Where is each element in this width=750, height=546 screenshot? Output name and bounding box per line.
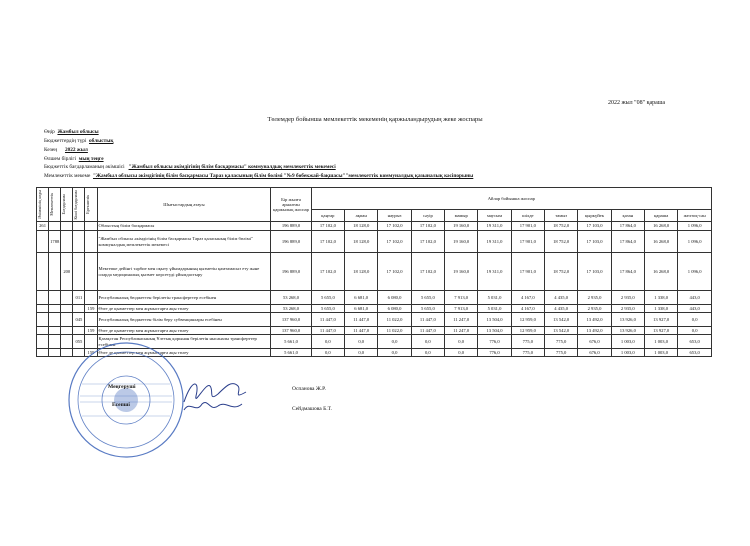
month-value-cell: 19 311,0 [478,253,511,291]
month-value-cell: 18 752,0 [545,222,578,231]
code-cell [85,291,97,305]
month-value-cell: 11 447,0 [311,313,344,327]
code-cell [73,231,85,253]
month-value-cell: 0,0 [411,335,444,349]
expense-name-cell: Республикалық бюджеттен берілетін трансферттер есебінен [97,291,271,305]
meta-unit: Өлшем бірлігі мың теңге [44,156,104,162]
month-value-cell: 17 901,0 [511,231,544,253]
month-value-cell: 13 927,0 [644,313,677,327]
month-value-cell: 4 167,0 [511,291,544,305]
month-value-cell: 1 003,0 [644,335,677,349]
annual-value-cell: 53 268,0 [271,291,311,305]
code-cell [61,231,73,253]
code-cell [49,222,61,231]
month-value-cell: 2 935,0 [578,305,611,313]
code-cell: 055 [73,335,85,349]
month-value-cell: 1 338,0 [644,291,677,305]
month-header: тамыз [545,210,578,222]
code-cell [37,335,49,349]
month-value-cell: 17 102,0 [378,231,411,253]
code-cell [61,222,73,231]
expense-name-cell: Республикалық бюджеттен білім беру субвенциялары есебінен [97,313,271,327]
table-row [37,291,712,305]
annual-value-cell: 5 661,0 [271,349,311,357]
month-value-cell: 16 268,0 [644,231,677,253]
month-value-cell: 17 864,0 [611,231,644,253]
month-value-cell: 776,0 [478,349,511,357]
expense-name-cell: Облыстың білім басқармасы [97,222,271,231]
month-header: шілде [511,210,544,222]
month-value-cell: 19 311,0 [478,222,511,231]
month-value-cell: 13 927,0 [644,327,677,335]
month-value-cell: 0,0 [678,313,712,327]
code-cell [37,327,49,335]
month-value-cell: 17 102,0 [378,253,411,291]
code-cell [73,253,85,291]
month-value-cell: 2 935,0 [611,291,644,305]
month-value-cell: 11 447,0 [345,313,378,327]
month-header: ақпан [345,210,378,222]
month-value-cell: 17 901,0 [511,253,544,291]
month-value-cell: 676,0 [578,335,611,349]
month-value-cell: 676,0 [578,349,611,357]
month-value-cell: 775,0 [545,335,578,349]
month-value-cell: 1 003,0 [611,335,644,349]
month-value-cell: 19 160,0 [445,253,478,291]
month-value-cell: 0,0 [311,349,344,357]
month-value-cell: 13 492,0 [578,313,611,327]
month-value-cell: 12 959,0 [511,313,544,327]
table-row [37,253,712,291]
month-header: маусым [478,210,511,222]
month-value-cell: 5 031,0 [478,305,511,313]
month-value-cell: 17 102,0 [311,253,344,291]
month-value-cell: 1 096,0 [678,253,712,291]
month-header: наурыз [378,210,411,222]
code-cell: 261 [37,222,49,231]
table-body [37,222,712,357]
month-value-cell: 1 003,0 [644,349,677,357]
code-cell: 159 [85,349,97,357]
official-stamp [66,340,186,460]
code-cell [37,349,49,357]
month-value-cell: 17 102,0 [311,231,344,253]
code-cell [49,305,61,313]
month-value-cell: 13 504,0 [478,327,511,335]
month-value-cell: 18 128,0 [345,231,378,253]
month-value-cell: 4 167,0 [511,305,544,313]
code-cell [85,313,97,327]
code-cell [49,291,61,305]
code-cell: 159 [85,305,97,313]
month-value-cell: 17 864,0 [611,222,644,231]
month-value-cell: 5 655,0 [311,291,344,305]
col-annual-plan: Бір жылға арналған қаржылық жоспар [271,188,311,222]
month-value-cell: 17 103,0 [578,231,611,253]
table-row [37,222,712,231]
code-cell [85,231,97,253]
head-label: Меңгеруші [108,384,136,390]
month-value-cell: 18 128,0 [345,253,378,291]
month-value-cell: 4 435,0 [545,291,578,305]
month-value-cell: 1 096,0 [678,222,712,231]
month-value-cell: 17 864,0 [611,253,644,291]
month-value-cell: 11 022,0 [378,327,411,335]
financing-plan-table [36,187,712,357]
month-value-cell: 16 268,0 [644,253,677,291]
month-value-cell: 0,0 [345,335,378,349]
month-value-cell: 18 752,0 [545,231,578,253]
annual-value-cell: 196 889,0 [271,222,311,231]
month-value-cell: 0,0 [378,335,411,349]
meta-administrator: Бюджеттік бағдарламаның әкімшісі "Жамбыл облысы әкімдігінің білім басқармасы" коммуналдық мемлекеттік мекемесі [44,164,336,170]
month-value-cell: 0,0 [345,349,378,357]
table-row [37,327,712,335]
month-value-cell: 11 447,0 [345,327,378,335]
expense-name-cell: Өзге де қызметтер мен жұмыстарға ақы төлеу [97,327,271,335]
month-value-cell: 5 655,0 [311,305,344,313]
annual-value-cell: 137 960,0 [271,313,311,327]
month-value-cell: 1 338,0 [644,305,677,313]
month-header: қазан [611,210,644,222]
code-cell: 045 [73,313,85,327]
month-value-cell: 19 311,0 [478,231,511,253]
month-value-cell: 4 435,0 [545,305,578,313]
expense-name-cell: Мектепке дейінгі тәрбие мен оқыту ұйымдарының қызметін қамтамасыз ету және оларда медициналық қызмет көрсетуді ұйымдастыру [97,253,271,291]
month-value-cell: 17 102,0 [378,222,411,231]
month-value-cell: 775,0 [511,335,544,349]
accountant-name: Сейдмашова Б.Т. [292,406,332,412]
month-value-cell: 0,0 [378,349,411,357]
month-value-cell: 12 959,0 [511,327,544,335]
code-cell [73,327,85,335]
monthly-plan-header: Айлар бойынша жоспар [311,188,711,210]
month-value-cell: 0,0 [445,335,478,349]
code-cell [61,291,73,305]
month-value-cell: 13 926,0 [611,313,644,327]
annual-value-cell: 5 661,0 [271,335,311,349]
month-value-cell: 17 103,0 [578,253,611,291]
code-cell [37,305,49,313]
month-value-cell: 0,0 [411,349,444,357]
month-value-cell: 13 542,0 [545,327,578,335]
code-cell [73,222,85,231]
month-value-cell: 19 160,0 [445,231,478,253]
month-value-cell: 11 447,0 [411,313,444,327]
month-value-cell: 11 247,0 [445,327,478,335]
month-value-cell: 13 926,0 [611,327,644,335]
meta-period: Кезең 2022 жыл [44,147,88,153]
month-value-cell: 5 655,0 [411,305,444,313]
month-value-cell: 18 752,0 [545,253,578,291]
code-cell [37,253,49,291]
month-value-cell: 17 102,0 [411,253,444,291]
document-date: 2022 жыл "08" қараша [608,100,666,106]
accountant-signature [180,396,250,418]
code-cell [85,253,97,291]
expense-name-cell: "Жамбыл облысы әкімдігінің білім басқармасы Тараз қаласының білім бөлімі" коммуналдық мемлекеттік мекемесі [97,231,271,253]
accountant-label: Есепші [112,402,130,408]
code-cell: 1788 [49,231,61,253]
month-header: қараша [644,210,677,222]
code-cell [49,349,61,357]
annual-value-cell: 137 960,0 [271,327,311,335]
month-header: қаңтар [311,210,344,222]
meta-institution: Мемлекеттік мекеме "Жамбыл облысы әкімдігінің білім басқармасы Тараз қаласының білім бөлімі "№9 бөбекжай-бақшасы""мемлекеттік коммуналдық қазыналық кәсіпорыны [44,173,474,179]
month-value-cell: 443,0 [678,305,712,313]
code-cell [49,327,61,335]
code-cell [61,313,73,327]
month-value-cell: 776,0 [478,335,511,349]
month-value-cell: 653,0 [678,335,712,349]
col-program: Бағдарлама [61,188,73,222]
month-value-cell: 5 655,0 [411,291,444,305]
annual-value-cell: 53 268,0 [271,305,311,313]
col-expense-name: Шығыстардың атауы [97,188,271,222]
code-cell: 159 [85,327,97,335]
month-value-cell: 0,0 [311,335,344,349]
meta-region: Өңір Жамбыл облысы [44,129,99,135]
meta-budget-type: Бюджеттердің түрі облыстық [44,138,114,144]
code-cell [49,335,61,349]
month-value-cell: 17 103,0 [578,222,611,231]
table-row [37,313,712,327]
code-cell [61,327,73,335]
month-value-cell: 653,0 [678,349,712,357]
month-value-cell: 0,0 [678,327,712,335]
month-header: сәуір [411,210,444,222]
table-row [37,305,712,313]
month-value-cell: 2 935,0 [611,305,644,313]
month-value-cell: 11 022,0 [378,313,411,327]
month-header: қыркүйек [578,210,611,222]
head-name: Оспанова Ж.Р. [292,386,326,392]
expense-name-cell: Өзге де қызметтер мен жұмыстарға ақы төлеу [97,349,271,357]
code-cell [37,313,49,327]
month-header: мамыр [445,210,478,222]
month-value-cell: 443,0 [678,291,712,305]
month-value-cell: 5 031,0 [478,291,511,305]
expense-name-cell: Өзге де қызметтер мен жұмыстарға ақы төлеу [97,305,271,313]
month-value-cell: 17 102,0 [411,231,444,253]
month-value-cell: 6 080,0 [378,291,411,305]
month-value-cell: 1 003,0 [611,349,644,357]
month-value-cell: 6 080,0 [378,305,411,313]
month-value-cell: 11 447,0 [411,327,444,335]
col-admin-code: Әкімшінің коды [37,188,49,222]
code-cell [61,305,73,313]
month-value-cell: 11 247,0 [445,313,478,327]
col-state: Мемлекеттік [49,188,61,222]
expense-name-cell: Қазақстан Республикасының Ұлттық қорынан берілетін нысаналы трансферттер есебінен [97,335,271,349]
table-row [37,231,712,253]
month-value-cell: 17 102,0 [411,222,444,231]
month-value-cell: 11 447,0 [311,327,344,335]
month-value-cell: 7 913,0 [445,305,478,313]
code-cell: 011 [73,291,85,305]
month-value-cell: 13 492,0 [578,327,611,335]
month-value-cell: 19 160,0 [445,222,478,231]
annual-value-cell: 196 889,0 [271,253,311,291]
month-value-cell: 16 268,0 [644,222,677,231]
month-value-cell: 2 935,0 [578,291,611,305]
col-subprogram: Кіші бағдарлама [73,188,85,222]
month-header: желтоқ-сан [678,210,712,222]
month-value-cell: 13 504,0 [478,313,511,327]
month-value-cell: 775,0 [511,349,544,357]
code-cell [49,313,61,327]
month-value-cell: 0,0 [445,349,478,357]
code-cell [73,305,85,313]
annual-value-cell: 196 889,0 [271,231,311,253]
code-cell [85,222,97,231]
code-cell [49,253,61,291]
month-value-cell: 775,0 [545,349,578,357]
code-cell [37,291,49,305]
code-cell [37,231,49,253]
code-cell: 200 [61,253,73,291]
document-title: Төлемдер бойынша мемлекеттік мекеменің қаржыландырудың жеке жоспары [267,116,483,123]
month-value-cell: 6 681,0 [345,291,378,305]
col-specifics: Ерекшелік [85,188,97,222]
month-value-cell: 6 681,0 [345,305,378,313]
month-value-cell: 18 128,0 [345,222,378,231]
month-value-cell: 1 096,0 [678,231,712,253]
month-value-cell: 17 901,0 [511,222,544,231]
month-value-cell: 7 913,0 [445,291,478,305]
month-value-cell: 17 102,0 [311,222,344,231]
month-value-cell: 13 542,0 [545,313,578,327]
